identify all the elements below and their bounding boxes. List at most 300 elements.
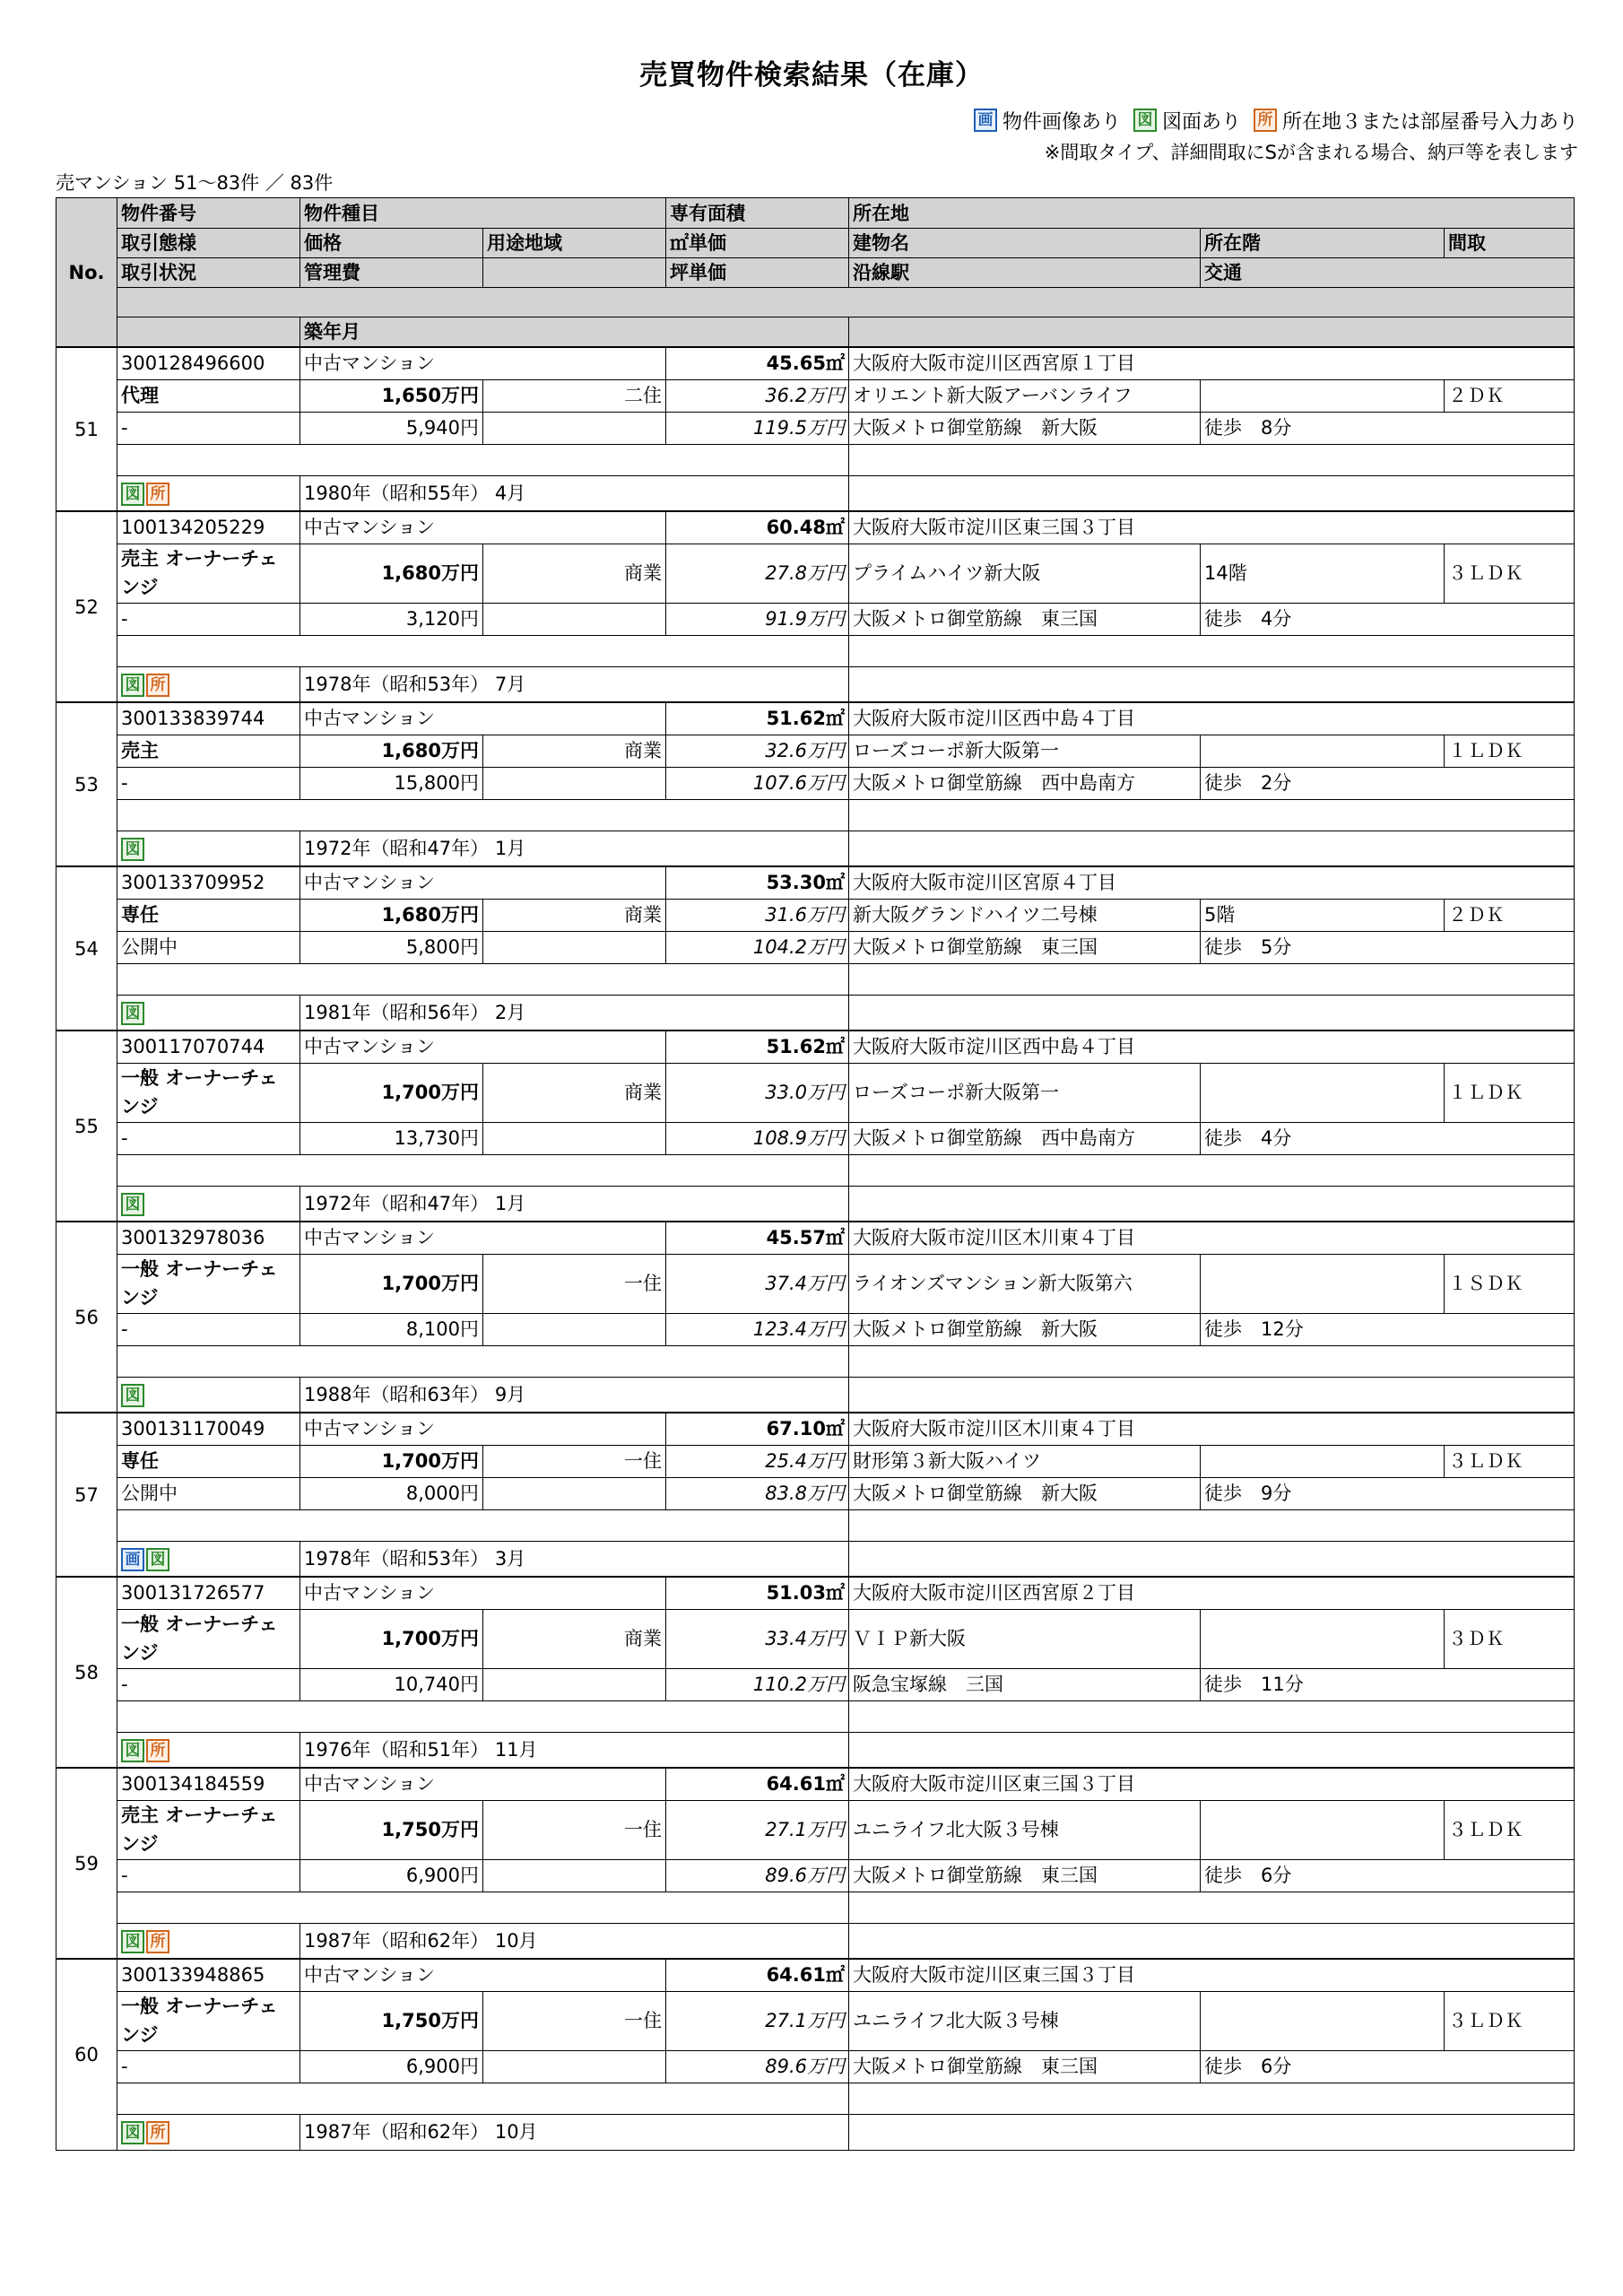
built-date: 1987年（昭和62年） 10月 — [300, 2114, 849, 2150]
table-row — [56, 1541, 1575, 1577]
column-header-blank — [117, 288, 1575, 317]
floor-area: 45.57㎡ — [666, 1222, 849, 1254]
listing-status: - — [117, 412, 300, 444]
floorplan-badge-icon: 図 — [121, 483, 144, 506]
price-per-tsubo: 83.8万円 — [666, 1477, 849, 1509]
table-row — [56, 412, 1575, 444]
table-row — [56, 831, 1575, 866]
blank-cell — [483, 1122, 666, 1154]
building-name: 新大阪グランドハイツ二号棟 — [849, 899, 1201, 931]
property-id: 300133709952 — [117, 866, 300, 899]
management-fee: 8,000円 — [300, 1477, 483, 1509]
building-name: ユニライフ北大阪３号棟 — [849, 1800, 1201, 1859]
record-number: 51 — [56, 347, 117, 511]
table-row — [56, 1477, 1575, 1509]
table-row — [56, 379, 1575, 412]
legend-item-floorplan — [1133, 107, 1241, 135]
table-row — [56, 347, 1575, 379]
legend-label: 物件画像あり — [1002, 110, 1121, 134]
blank-cell — [117, 1700, 849, 1732]
column-header: 交通 — [1201, 258, 1575, 288]
blank-cell — [483, 1313, 666, 1345]
floor-area: 53.30㎡ — [666, 866, 849, 899]
blank-cell — [849, 1345, 1575, 1377]
blank-cell — [849, 1377, 1575, 1413]
blank-cell — [849, 831, 1575, 866]
table-row — [56, 1609, 1575, 1668]
record-number: 60 — [56, 1959, 117, 2150]
built-date: 1972年（昭和47年） 1月 — [300, 831, 849, 866]
access: 徒歩 11分 — [1201, 1668, 1575, 1700]
access: 徒歩 12分 — [1201, 1313, 1575, 1345]
property-type: 中古マンション — [300, 1413, 666, 1445]
price-per-sqm: 37.4万円 — [666, 1254, 849, 1313]
legend-label: 所在地３または部屋番号入力あり — [1281, 110, 1578, 134]
floorplan-badge-icon: 図 — [121, 1739, 144, 1762]
blank-cell — [849, 444, 1575, 475]
blank-cell — [483, 1859, 666, 1892]
price: 1,680万円 — [300, 735, 483, 767]
blank-cell — [117, 1509, 849, 1541]
blank-cell — [117, 1345, 849, 1377]
column-header: ㎡単価 — [666, 229, 849, 258]
access: 徒歩 5分 — [1201, 931, 1575, 963]
floor-level: 14階 — [1201, 544, 1445, 603]
room-layout: １ＳＤＫ — [1445, 1254, 1575, 1313]
blank-cell — [849, 1923, 1575, 1959]
column-header: 物件種目 — [300, 198, 666, 229]
listing-status: - — [117, 1668, 300, 1700]
table-row — [56, 635, 1575, 666]
table-row — [56, 1577, 1575, 1609]
management-fee: 6,900円 — [300, 1859, 483, 1892]
property-id: 300132978036 — [117, 1222, 300, 1254]
blank-cell — [849, 1892, 1575, 1923]
price-per-sqm: 33.4万円 — [666, 1609, 849, 1668]
column-header-blank — [849, 317, 1575, 348]
badges-cell — [117, 475, 300, 511]
floor-level — [1201, 1609, 1445, 1668]
column-header: 取引状況 — [117, 258, 300, 288]
address: 大阪府大阪市淀川区西中島４丁目 — [849, 1031, 1575, 1063]
price: 1,680万円 — [300, 899, 483, 931]
listing-status: 公開中 — [117, 1477, 300, 1509]
room-layout: １ＬＤＫ — [1445, 1063, 1575, 1122]
floor-area: 64.61㎡ — [666, 1959, 849, 1991]
property-type: 中古マンション — [300, 511, 666, 544]
table-row — [56, 1923, 1575, 1959]
table-row — [56, 2114, 1575, 2150]
zoning: 一住 — [483, 1800, 666, 1859]
table-row — [56, 767, 1575, 799]
access: 徒歩 4分 — [1201, 1122, 1575, 1154]
price-per-tsubo: 89.6万円 — [666, 2050, 849, 2083]
property-type: 中古マンション — [300, 702, 666, 735]
property-type: 中古マンション — [300, 1031, 666, 1063]
column-header: 価格 — [300, 229, 483, 258]
blank-cell — [849, 475, 1575, 511]
room-layout: ３ＬＤＫ — [1445, 1445, 1575, 1477]
table-row — [56, 1031, 1575, 1063]
built-date: 1972年（昭和47年） 1月 — [300, 1186, 849, 1222]
table-row — [56, 1154, 1575, 1186]
address-badge-icon: 所 — [1254, 109, 1277, 132]
property-id: 300134184559 — [117, 1768, 300, 1800]
legend-label: 図面あり — [1161, 110, 1241, 134]
price-per-sqm: 27.1万円 — [666, 1991, 849, 2050]
blank-cell — [849, 1186, 1575, 1222]
table-row — [56, 1859, 1575, 1892]
built-date: 1988年（昭和63年） 9月 — [300, 1377, 849, 1413]
floorplan-badge-icon: 図 — [121, 838, 144, 861]
blank-cell — [117, 444, 849, 475]
column-header: 所在地 — [849, 198, 1575, 229]
zoning: 商業 — [483, 899, 666, 931]
property-type: 中古マンション — [300, 1577, 666, 1609]
floor-area: 51.03㎡ — [666, 1577, 849, 1609]
transaction-type: 売主 オーナーチェンジ — [117, 544, 300, 603]
badges-cell — [117, 666, 300, 702]
blank-cell — [849, 1700, 1575, 1732]
floor-level — [1201, 379, 1445, 412]
address: 大阪府大阪市淀川区西中島４丁目 — [849, 702, 1575, 735]
price-per-sqm: 36.2万円 — [666, 379, 849, 412]
badges-cell — [117, 1732, 300, 1768]
price: 1,750万円 — [300, 1800, 483, 1859]
table-row — [56, 702, 1575, 735]
address-badge-icon: 所 — [146, 1930, 169, 1953]
blank-cell — [117, 1892, 849, 1923]
table-row — [56, 1668, 1575, 1700]
access: 徒歩 9分 — [1201, 1477, 1575, 1509]
table-row — [56, 1800, 1575, 1859]
floorplan-badge-icon: 図 — [121, 1193, 144, 1216]
station: 大阪メトロ御堂筋線 西中島南方 — [849, 767, 1201, 799]
blank-cell — [483, 931, 666, 963]
table-row — [56, 735, 1575, 767]
record-number: 52 — [56, 511, 117, 702]
blank-cell — [117, 799, 849, 831]
price: 1,650万円 — [300, 379, 483, 412]
room-layout: ２ＤＫ — [1445, 379, 1575, 412]
photo-badge-icon: 画 — [974, 109, 997, 132]
floorplan-badge-icon: 図 — [146, 1548, 169, 1571]
column-header: 取引態様 — [117, 229, 300, 258]
table-row — [56, 1413, 1575, 1445]
badges-cell — [117, 995, 300, 1031]
column-header: 建物名 — [849, 229, 1201, 258]
building-name: オリエント新大阪アーバンライフ — [849, 379, 1201, 412]
management-fee: 3,120円 — [300, 603, 483, 635]
address: 大阪府大阪市淀川区東三国３丁目 — [849, 1768, 1575, 1800]
column-header-blank — [117, 317, 300, 348]
transaction-type: 一般 オーナーチェンジ — [117, 1063, 300, 1122]
table-row — [56, 1509, 1575, 1541]
price-per-sqm: 33.0万円 — [666, 1063, 849, 1122]
table-row — [56, 1732, 1575, 1768]
record-number: 55 — [56, 1031, 117, 1222]
transaction-type: 一般 オーナーチェンジ — [117, 1609, 300, 1668]
management-fee: 5,800円 — [300, 931, 483, 963]
floorplan-badge-icon: 図 — [1133, 109, 1157, 132]
blank-cell — [849, 799, 1575, 831]
address: 大阪府大阪市淀川区木川東４丁目 — [849, 1222, 1575, 1254]
page-title: 売買物件検索結果（在庫） — [639, 59, 984, 91]
zoning: 商業 — [483, 544, 666, 603]
header-row-4 — [56, 288, 1575, 317]
floor-area: 51.62㎡ — [666, 702, 849, 735]
blank-cell — [849, 1154, 1575, 1186]
listing-status: - — [117, 767, 300, 799]
badges-cell — [117, 1541, 300, 1577]
table-row — [56, 1445, 1575, 1477]
station: 阪急宝塚線 三国 — [849, 1668, 1201, 1700]
blank-cell — [849, 995, 1575, 1031]
photo-badge-icon: 画 — [121, 1548, 144, 1571]
table-row — [56, 444, 1575, 475]
header-row-5 — [56, 317, 1575, 348]
access: 徒歩 2分 — [1201, 767, 1575, 799]
management-fee: 6,900円 — [300, 2050, 483, 2083]
table-row — [56, 1122, 1575, 1154]
table-row — [56, 603, 1575, 635]
address-badge-icon: 所 — [146, 1739, 169, 1762]
station: 大阪メトロ御堂筋線 新大阪 — [849, 1313, 1201, 1345]
table-row — [56, 899, 1575, 931]
floor-level — [1201, 1254, 1445, 1313]
legend — [974, 106, 1578, 135]
result-count: 売マンション 51〜83件 ／ 83件 — [56, 172, 334, 194]
table-row — [56, 1991, 1575, 2050]
floor-level — [1201, 1445, 1445, 1477]
legend-item-image — [974, 107, 1121, 135]
floorplan-badge-icon: 図 — [121, 2121, 144, 2144]
listing-status: - — [117, 1313, 300, 1345]
property-type: 中古マンション — [300, 1959, 666, 1991]
table-row — [56, 1892, 1575, 1923]
room-layout: ２ＤＫ — [1445, 899, 1575, 931]
management-fee: 15,800円 — [300, 767, 483, 799]
record-number: 59 — [56, 1768, 117, 1959]
blank-cell — [117, 2083, 849, 2114]
address: 大阪府大阪市淀川区宮原４丁目 — [849, 866, 1575, 899]
transaction-type: 一般 オーナーチェンジ — [117, 1991, 300, 2050]
badges-cell — [117, 831, 300, 866]
zoning: 商業 — [483, 735, 666, 767]
address: 大阪府大阪市淀川区西宮原１丁目 — [849, 347, 1575, 379]
column-header: 管理費 — [300, 258, 483, 288]
column-header: 築年月 — [300, 317, 849, 348]
transaction-type: 売主 オーナーチェンジ — [117, 1800, 300, 1859]
room-layout: １ＬＤＫ — [1445, 735, 1575, 767]
transaction-type: 代理 — [117, 379, 300, 412]
blank-cell — [483, 603, 666, 635]
access: 徒歩 4分 — [1201, 603, 1575, 635]
price-per-sqm: 27.1万円 — [666, 1800, 849, 1859]
listing-status: - — [117, 2050, 300, 2083]
blank-cell — [849, 1732, 1575, 1768]
price-per-sqm: 25.4万円 — [666, 1445, 849, 1477]
table-row — [56, 1345, 1575, 1377]
floorplan-badge-icon: 図 — [121, 674, 144, 697]
address-badge-icon: 所 — [146, 483, 169, 506]
price-per-tsubo: 123.4万円 — [666, 1313, 849, 1345]
built-date: 1976年（昭和51年） 11月 — [300, 1732, 849, 1768]
price: 1,700万円 — [300, 1609, 483, 1668]
building-name: 財形第３新大阪ハイツ — [849, 1445, 1201, 1477]
built-date: 1978年（昭和53年） 7月 — [300, 666, 849, 702]
table-row — [56, 1222, 1575, 1254]
price-per-tsubo: 108.9万円 — [666, 1122, 849, 1154]
zoning: 一住 — [483, 1991, 666, 2050]
price: 1,700万円 — [300, 1254, 483, 1313]
price-per-tsubo: 107.6万円 — [666, 767, 849, 799]
table-row — [56, 2083, 1575, 2114]
blank-cell — [483, 767, 666, 799]
record-number: 53 — [56, 702, 117, 866]
floorplan-badge-icon: 図 — [121, 1384, 144, 1407]
badges-cell — [117, 1377, 300, 1413]
property-type: 中古マンション — [300, 347, 666, 379]
legend-item-address — [1254, 107, 1578, 135]
address: 大阪府大阪市淀川区東三国３丁目 — [849, 511, 1575, 544]
building-name: ローズコーポ新大阪第一 — [849, 1063, 1201, 1122]
price: 1,700万円 — [300, 1445, 483, 1477]
table-row — [56, 475, 1575, 511]
table-row — [56, 1959, 1575, 1991]
station: 大阪メトロ御堂筋線 西中島南方 — [849, 1122, 1201, 1154]
table-row — [56, 2050, 1575, 2083]
address-badge-icon: 所 — [146, 674, 169, 697]
station: 大阪メトロ御堂筋線 東三国 — [849, 603, 1201, 635]
table-row — [56, 799, 1575, 831]
header-row-1 — [56, 198, 1575, 229]
zoning: 二住 — [483, 379, 666, 412]
access: 徒歩 8分 — [1201, 412, 1575, 444]
floor-level — [1201, 735, 1445, 767]
column-header: 用途地域 — [483, 229, 666, 258]
blank-cell — [849, 963, 1575, 995]
built-date: 1987年（昭和62年） 10月 — [300, 1923, 849, 1959]
floor-level — [1201, 1063, 1445, 1122]
badges-cell — [117, 1186, 300, 1222]
floor-area: 67.10㎡ — [666, 1413, 849, 1445]
listing-status: - — [117, 1122, 300, 1154]
room-layout: ３ＬＤＫ — [1445, 1991, 1575, 2050]
table-row — [56, 995, 1575, 1031]
table-row — [56, 1313, 1575, 1345]
record-number: 54 — [56, 866, 117, 1031]
access: 徒歩 6分 — [1201, 1859, 1575, 1892]
table-row — [56, 963, 1575, 995]
zoning: 一住 — [483, 1445, 666, 1477]
table-row — [56, 1254, 1575, 1313]
zoning: 商業 — [483, 1609, 666, 1668]
blank-cell — [849, 635, 1575, 666]
table-row — [56, 931, 1575, 963]
address: 大阪府大阪市淀川区木川東４丁目 — [849, 1413, 1575, 1445]
floorplan-badge-icon: 図 — [121, 1930, 144, 1953]
price-per-tsubo: 91.9万円 — [666, 603, 849, 635]
blank-cell — [117, 635, 849, 666]
table-row — [56, 666, 1575, 702]
access: 徒歩 6分 — [1201, 2050, 1575, 2083]
blank-cell — [117, 963, 849, 995]
table-row — [56, 866, 1575, 899]
table-row — [56, 544, 1575, 603]
price-per-sqm: 32.6万円 — [666, 735, 849, 767]
blank-cell — [483, 1668, 666, 1700]
price: 1,700万円 — [300, 1063, 483, 1122]
blank-cell — [483, 1477, 666, 1509]
table-row — [56, 1768, 1575, 1800]
station: 大阪メトロ御堂筋線 新大阪 — [849, 412, 1201, 444]
property-id: 300131170049 — [117, 1413, 300, 1445]
blank-cell — [849, 2083, 1575, 2114]
floor-area: 60.48㎡ — [666, 511, 849, 544]
property-type: 中古マンション — [300, 1768, 666, 1800]
badges-cell — [117, 1923, 300, 1959]
floor-level — [1201, 1991, 1445, 2050]
column-header: 沿線駅 — [849, 258, 1201, 288]
price-per-sqm: 31.6万円 — [666, 899, 849, 931]
price-per-tsubo: 104.2万円 — [666, 931, 849, 963]
building-name: ＶＩＰ新大阪 — [849, 1609, 1201, 1668]
price-per-tsubo: 119.5万円 — [666, 412, 849, 444]
layout-note: ※間取タイプ、詳細間取にSが含まれる場合、納戸等を表します — [1044, 142, 1578, 163]
price-per-sqm: 27.8万円 — [666, 544, 849, 603]
room-layout: ３ＬＤＫ — [1445, 544, 1575, 603]
property-id: 300128496600 — [117, 347, 300, 379]
management-fee: 10,740円 — [300, 1668, 483, 1700]
price-per-tsubo: 110.2万円 — [666, 1668, 849, 1700]
column-header-no: No. — [56, 198, 117, 348]
blank-cell — [849, 1509, 1575, 1541]
results-table — [56, 197, 1575, 2151]
price-per-tsubo: 89.6万円 — [666, 1859, 849, 1892]
floor-area: 64.61㎡ — [666, 1768, 849, 1800]
floor-area: 51.62㎡ — [666, 1031, 849, 1063]
zoning: 一住 — [483, 1254, 666, 1313]
built-date: 1980年（昭和55年） 4月 — [300, 475, 849, 511]
listing-status: 公開中 — [117, 931, 300, 963]
price: 1,680万円 — [300, 544, 483, 603]
transaction-type: 売主 — [117, 735, 300, 767]
column-header: 所在階 — [1201, 229, 1445, 258]
floor-level: 5階 — [1201, 899, 1445, 931]
building-name: ライオンズマンション新大阪第六 — [849, 1254, 1201, 1313]
transaction-type: 専任 — [117, 899, 300, 931]
table-row — [56, 1377, 1575, 1413]
blank-cell — [849, 2114, 1575, 2150]
listing-status: - — [117, 1859, 300, 1892]
built-date: 1978年（昭和53年） 3月 — [300, 1541, 849, 1577]
price: 1,750万円 — [300, 1991, 483, 2050]
record-number: 56 — [56, 1222, 117, 1413]
floor-level — [1201, 1800, 1445, 1859]
column-header: 坪単価 — [666, 258, 849, 288]
blank-cell — [483, 412, 666, 444]
floorplan-badge-icon: 図 — [121, 1002, 144, 1025]
listing-status: - — [117, 603, 300, 635]
property-id: 300133948865 — [117, 1959, 300, 1991]
record-number: 58 — [56, 1577, 117, 1768]
property-id: 300133839744 — [117, 702, 300, 735]
property-id: 300117070744 — [117, 1031, 300, 1063]
building-name: ユニライフ北大阪３号棟 — [849, 1991, 1201, 2050]
blank-cell — [483, 2050, 666, 2083]
built-date: 1981年（昭和56年） 2月 — [300, 995, 849, 1031]
